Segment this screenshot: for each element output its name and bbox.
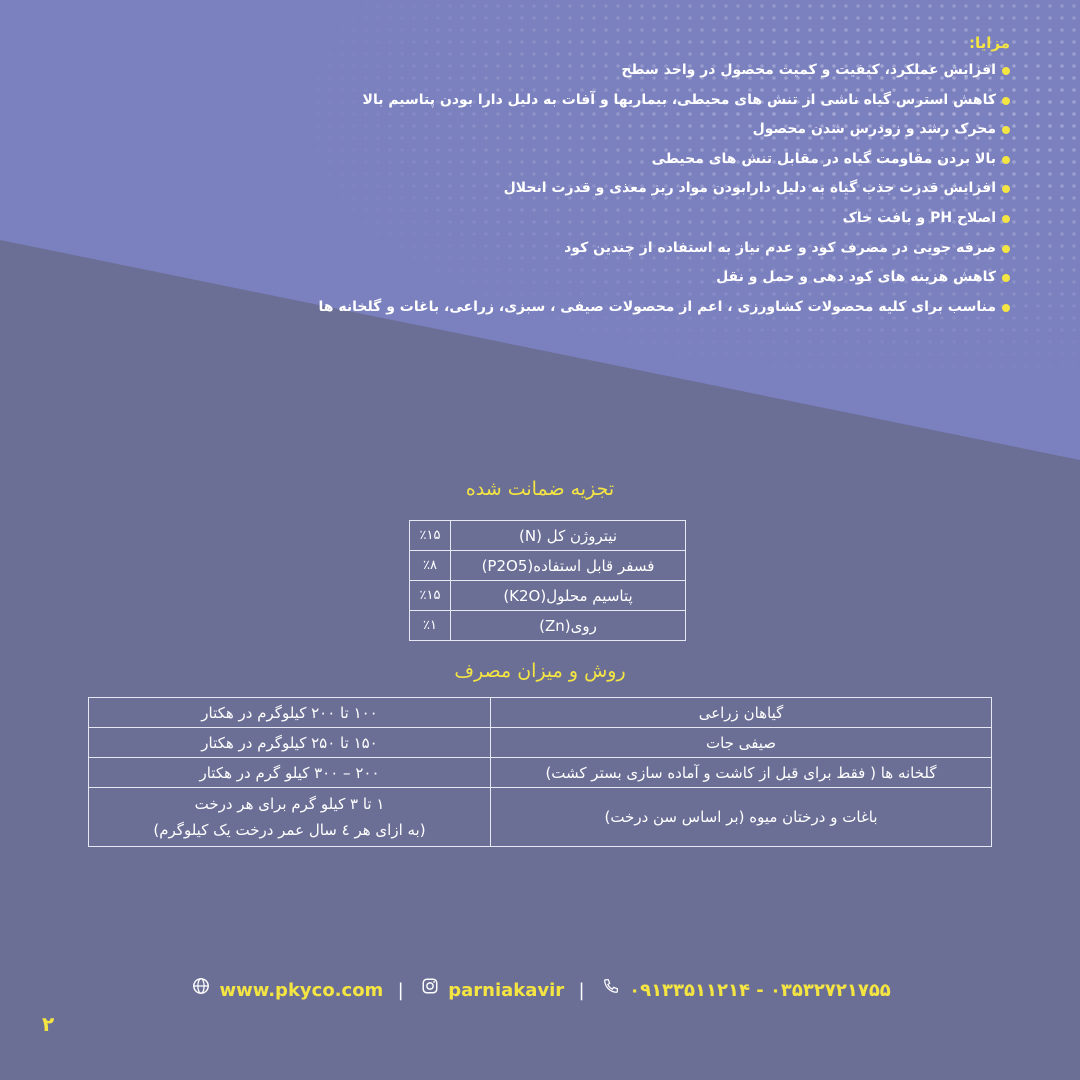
crop-cell: گیاهان زراعی [491, 698, 992, 728]
list-item: افزایش قدرت جذب گیاه به دلیل دارابودن مواد ریز معذی و قدرت انحلال [250, 177, 1010, 207]
table-row [89, 788, 992, 847]
benefits-list [250, 59, 1010, 325]
table-row [410, 611, 686, 641]
phone-icon [602, 977, 620, 995]
nutrient-name: پتاسیم محلول(K2O) [451, 581, 686, 611]
amount-cell [89, 788, 491, 847]
crop-cell: صیفی جات [491, 728, 992, 758]
nutrient-value: ٪۱۵ [410, 521, 451, 551]
table-row [410, 521, 686, 551]
crop-cell: گلخانه ها ( فقط برای قبل از کاشت و آماده سازی بستر کشت) [491, 758, 992, 788]
bullet-icon [1002, 67, 1010, 75]
bullet-icon [1002, 274, 1010, 282]
nutrient-value: ٪۸ [410, 551, 451, 581]
benefits-section [250, 34, 1010, 325]
instagram-handle[interactable]: parniakavir [448, 979, 565, 1001]
list-item: مناسب برای کلیه محصولات کشاورزی ، اعم از محصولات صیفی ، سبزی، زراعی، باغات و گلخانه ها [250, 296, 1010, 326]
list-item: محرک رشد و زودرس شدن محصول [250, 118, 1010, 148]
nutrient-name: فسفر قابل استفاده(P2O5) [451, 551, 686, 581]
bullet-icon [1002, 156, 1010, 164]
footer-divider: | [578, 979, 585, 1001]
globe-icon [192, 977, 210, 995]
amount-note: (به ازای هر ٤ سال عمر درخت یک کیلوگرم) [153, 821, 426, 839]
usage-title: روش و میزان مصرف [454, 660, 626, 682]
table-row [89, 698, 992, 728]
bullet-icon [1002, 185, 1010, 193]
phone-numbers[interactable]: ۰۹۱۳۳۵۱۱۲۱۴ - ۰۳۵۳۲۷۲۱۷۵۵ [629, 979, 891, 1001]
crop-cell: باغات و درختان میوه (بر اساس سن درخت) [491, 788, 992, 847]
list-item: بالا بردن مقاومت گیاه در مقابل تنش های محیطی [250, 148, 1010, 178]
list-item: کاهش هزینه های کود دهی و حمل و نقل [250, 266, 1010, 296]
amount-cell: ۱۵۰ تا ۲۵۰ کیلوگرم در هکتار [89, 728, 491, 758]
table-row [410, 551, 686, 581]
table-row [89, 728, 992, 758]
nutrient-name: روی(Zn) [451, 611, 686, 641]
analysis-title: تجزیه ضمانت شده [465, 478, 615, 500]
footer-contacts [0, 977, 1080, 1001]
bullet-icon [1002, 304, 1010, 312]
nutrient-value: ٪۱۵ [410, 581, 451, 611]
nutrient-name: نیتروژن کل (N) [451, 521, 686, 551]
instagram-icon [421, 977, 439, 995]
usage-table [88, 697, 992, 847]
nutrient-value: ٪۱ [410, 611, 451, 641]
benefits-title: مزایا: [968, 34, 1010, 52]
bullet-icon [1002, 126, 1010, 134]
bullet-icon [1002, 97, 1010, 105]
table-row [89, 758, 992, 788]
list-item: کاهش استرس گیاه ناشی از تنش های محیطی، بیماریها و آفات به دلیل دارا بودن پتاسیم بالا [250, 89, 1010, 119]
website-link[interactable]: www.pkyco.com [219, 979, 384, 1001]
amount-cell: ۱۰۰ تا ۲۰۰ کیلوگرم در هکتار [89, 698, 491, 728]
amount-line: ۱ تا ۳ کیلو گرم برای هر درخت [194, 795, 385, 813]
list-item: صرفه جویی در مصرف کود و عدم نیاز به استفاده از چندین کود [250, 237, 1010, 267]
list-item: افزایش عملکرد، کیفیت و کمیت محصول در واحد سطح [250, 59, 1010, 89]
table-row [410, 581, 686, 611]
bullet-icon [1002, 215, 1010, 223]
bullet-icon [1002, 245, 1010, 253]
footer-divider: | [397, 979, 404, 1001]
page-number: ۲ [42, 1012, 55, 1036]
analysis-table [409, 520, 686, 641]
list-item: اصلاح PH و بافت خاک [250, 207, 1010, 237]
amount-cell: ۲۰۰ – ۳۰۰ کیلو گرم در هکتار [89, 758, 491, 788]
